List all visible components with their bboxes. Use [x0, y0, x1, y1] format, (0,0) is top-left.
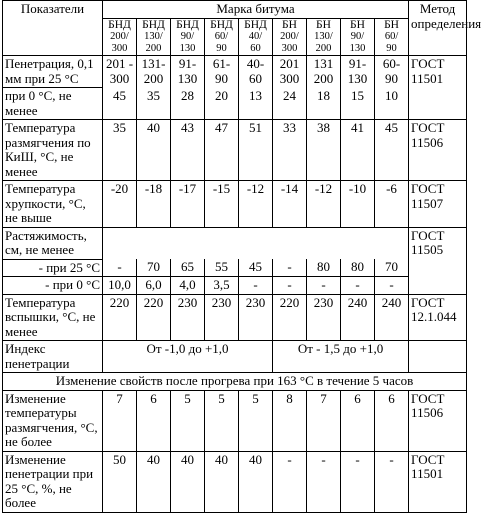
pi-range-bn: От - 1,5 до +1,0	[273, 341, 409, 373]
value-cell: 40	[137, 451, 171, 512]
brand-column-l3: 90	[386, 42, 397, 54]
value-cell: 201 300	[273, 56, 307, 88]
header-method: Метод определения	[409, 1, 467, 56]
value-cell: -	[341, 277, 375, 295]
value-cell: 230	[171, 294, 205, 341]
method-cell: ГОСТ 11501	[409, 56, 467, 120]
value-cell: -20	[103, 181, 137, 228]
brand-column-l1: БН	[316, 18, 331, 31]
value-cell: -	[307, 277, 341, 295]
value-cell: 35	[137, 88, 171, 120]
value-cell: -	[273, 451, 307, 512]
value-cell: -	[307, 451, 341, 512]
brand-column-l2: 130/	[314, 31, 333, 42]
brand-column-header	[307, 18, 341, 56]
value-cell: 6	[137, 390, 171, 451]
brand-column-l1: БН	[282, 18, 297, 31]
value-cell: 55	[205, 259, 239, 277]
value-cell: 6	[375, 390, 409, 451]
brand-column-l3: 60	[250, 42, 261, 54]
value-cell: 38	[307, 120, 341, 181]
pi-method	[409, 341, 467, 373]
value-cell: 220	[137, 294, 171, 341]
header-brand: Марка битума	[103, 1, 409, 19]
row-section-title	[3, 373, 467, 391]
value-cell: 20	[205, 88, 239, 120]
value-cell: 47	[205, 120, 239, 181]
method-cell: ГОСТ 11506	[409, 390, 467, 451]
value-cell: 230	[239, 294, 273, 341]
brand-column-header	[205, 18, 239, 56]
value-cell: 220	[273, 294, 307, 341]
label-stretch-25: - при 25 °C	[3, 259, 103, 277]
value-cell: 131 200	[307, 56, 341, 88]
row-softening	[3, 120, 467, 181]
brand-column-l1: БНД	[244, 18, 267, 31]
row-soft-change	[3, 390, 467, 451]
value-cell: 7	[307, 390, 341, 451]
value-cell: -12	[307, 181, 341, 228]
value-cell: -	[375, 277, 409, 295]
value-cell: -	[273, 277, 307, 295]
brand-column-header	[103, 18, 137, 56]
section-title: Изменение свойств после прогрева при 163 °C в течение 5 часов	[3, 373, 467, 391]
label-softening: Температура размягчения по КиШ, °C, не менее	[3, 120, 103, 181]
value-cell: 33	[273, 120, 307, 181]
row-stretch-25	[3, 259, 467, 277]
value-cell: 40-60	[239, 56, 273, 88]
value-cell: 5	[205, 390, 239, 451]
value-cell: -10	[341, 181, 375, 228]
brand-column-l2: 90/	[350, 31, 365, 42]
value-cell: -17	[171, 181, 205, 228]
brand-column-l3: 130	[349, 42, 366, 54]
row-stretch	[3, 227, 467, 259]
value-cell: 61-90	[205, 56, 239, 88]
brand-column-l2: 200/	[110, 31, 129, 42]
brand-column-l1: БНД	[176, 18, 199, 31]
label-flash: Температура вспышки, °C, не менее	[3, 294, 103, 341]
brand-column-l3: 300	[281, 42, 298, 54]
value-cell: 15	[341, 88, 375, 120]
header-row	[3, 1, 467, 19]
header-indicators: Показатели	[3, 1, 103, 56]
value-cell: 10,0	[103, 277, 137, 295]
value-cell: 6	[341, 390, 375, 451]
row-brittleness	[3, 181, 467, 228]
row-penetration-0	[3, 88, 467, 120]
label-soft-change: Изменение температуры размягчения, °C, не более	[3, 390, 103, 451]
value-cell: 91-130	[171, 56, 205, 88]
brand-column-header	[137, 18, 171, 56]
label-brittleness: Температура хрупкости, °C, не выше	[3, 181, 103, 228]
value-cell: 3,5	[205, 277, 239, 295]
brand-column-l1: БН	[384, 18, 399, 31]
value-cell: 230	[307, 294, 341, 341]
value-cell: 70	[137, 259, 171, 277]
brand-column-l2: 40/	[248, 31, 263, 42]
value-cell: 40	[205, 451, 239, 512]
value-cell: 13	[239, 88, 273, 120]
method-cell: ГОСТ 11501	[409, 451, 467, 512]
value-cell: 35	[103, 120, 137, 181]
label-penetration-0: при 0 °C, не менее	[3, 88, 103, 120]
value-cell: 230	[205, 294, 239, 341]
method-stretch: ГОСТ 11505	[409, 227, 467, 294]
value-cell: -	[341, 451, 375, 512]
brand-column-l1: БНД	[142, 18, 165, 31]
row-penetration-25	[3, 56, 467, 88]
label-stretch-0: - при 0 °C	[3, 277, 103, 295]
label-pen-change: Изменение пенетрации при 25 °C, %, не более	[3, 451, 103, 512]
row-penetration-index	[3, 341, 467, 373]
brand-column-l3: 130	[179, 42, 196, 54]
brand-column-l1: БНД	[108, 18, 131, 31]
value-cell: -14	[273, 181, 307, 228]
brand-column-header	[341, 18, 375, 56]
value-cell: 91-130	[341, 56, 375, 88]
value-cell: 43	[171, 120, 205, 181]
value-cell: 40	[171, 451, 205, 512]
brand-column-header	[375, 18, 409, 56]
value-cell: 60-90	[375, 56, 409, 88]
value-cell: 80	[341, 259, 375, 277]
label-penetration-index: Индекс пенетрации	[3, 341, 103, 373]
value-cell: 70	[375, 259, 409, 277]
value-cell: -	[103, 259, 137, 277]
value-cell: 8	[273, 390, 307, 451]
stretch-blank	[103, 227, 409, 259]
value-cell: -6	[375, 181, 409, 228]
value-cell: 41	[341, 120, 375, 181]
value-cell: -	[239, 277, 273, 295]
brand-column-l3: 90	[216, 42, 227, 54]
value-cell: 131-200	[137, 56, 171, 88]
brand-column-header	[239, 18, 273, 56]
brand-column-l2: 200/	[280, 31, 299, 42]
value-cell: 45	[103, 88, 137, 120]
brand-column-l2: 90/	[180, 31, 195, 42]
brand-column-header	[171, 18, 205, 56]
value-cell: 240	[341, 294, 375, 341]
value-cell: -18	[137, 181, 171, 228]
value-cell: 10	[375, 88, 409, 120]
value-cell: 28	[171, 88, 205, 120]
value-cell: 18	[307, 88, 341, 120]
row-pen-change	[3, 451, 467, 512]
value-cell: 45	[239, 259, 273, 277]
bitumen-properties-table	[2, 0, 481, 513]
value-cell: 65	[171, 259, 205, 277]
pi-range-bnd: От -1,0 до +1,0	[103, 341, 273, 373]
value-cell: 24	[273, 88, 307, 120]
method-cell: ГОСТ 12.1.044	[409, 294, 467, 341]
value-cell: 201 - 300	[103, 56, 137, 88]
brand-column-header	[273, 18, 307, 56]
brand-column-l3: 300	[111, 42, 128, 54]
value-cell: 40	[137, 120, 171, 181]
value-cell: -	[273, 259, 307, 277]
value-cell: 5	[239, 390, 273, 451]
row-stretch-0	[3, 277, 467, 295]
brand-column-l2: 60/	[384, 31, 399, 42]
brand-column-l2: 60/	[214, 31, 229, 42]
value-cell: 51	[239, 120, 273, 181]
value-cell: 7	[103, 390, 137, 451]
value-cell: 240	[375, 294, 409, 341]
brand-column-l1: БНД	[210, 18, 233, 31]
value-cell: 6,0	[137, 277, 171, 295]
value-cell: -	[375, 451, 409, 512]
value-cell: 80	[307, 259, 341, 277]
row-flash	[3, 294, 467, 341]
label-stretch: Растяжимость, см, не менее	[3, 227, 103, 259]
brand-column-l1: БН	[350, 18, 365, 31]
value-cell: 40	[239, 451, 273, 512]
label-penetration-25: Пенетрация, 0,1 мм при 25 °C	[3, 56, 103, 88]
value-cell: 4,0	[171, 277, 205, 295]
method-cell: ГОСТ 11506	[409, 120, 467, 181]
value-cell: 220	[103, 294, 137, 341]
value-cell: -12	[239, 181, 273, 228]
value-cell: 50	[103, 451, 137, 512]
brand-column-l3: 200	[145, 42, 162, 54]
method-cell: ГОСТ 11507	[409, 181, 467, 228]
value-cell: 45	[375, 120, 409, 181]
value-cell: -15	[205, 181, 239, 228]
brand-column-l2: 130/	[144, 31, 163, 42]
value-cell: 5	[171, 390, 205, 451]
brand-column-l3: 200	[315, 42, 332, 54]
